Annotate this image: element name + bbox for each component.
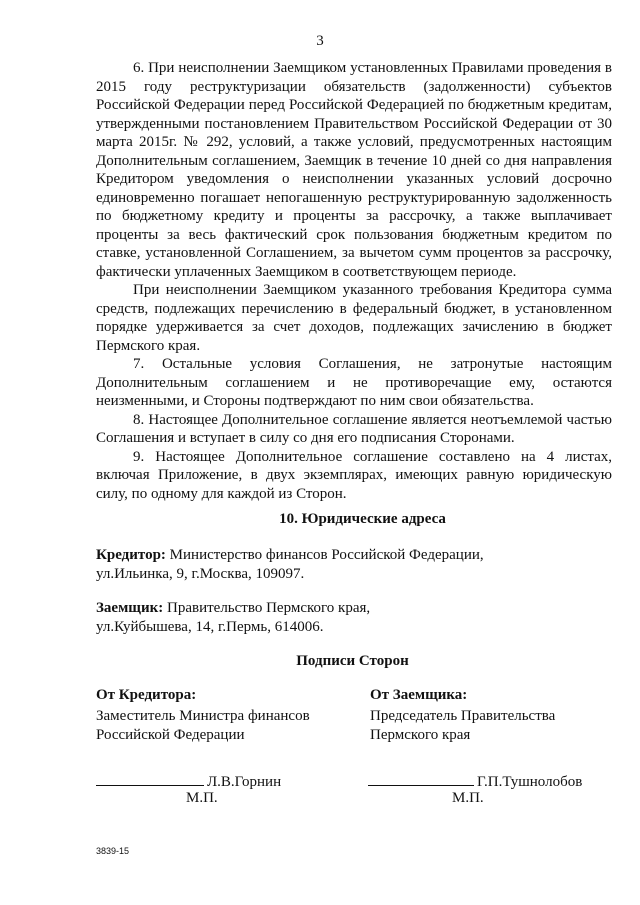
creditor-role-label: Кредитор: xyxy=(96,547,166,563)
borrower-party-label: От Заемщика: xyxy=(370,687,468,703)
paragraph-7: 7. Остальные условия Соглашения, не затронутые настоящим Дополнительным соглашением и не противоречащие ему, остаются неизменными, и Стороны подтверждают по ним свои обязательства. xyxy=(96,356,612,409)
borrower-position-line2: Пермского края xyxy=(370,727,471,743)
creditor-signer-name: Л.В.Горнин xyxy=(207,774,282,790)
paragraph-6: 6. При неисполнении Заемщиком установленных Правилами проведения в 2015 году реструктуризации обязательств (задолженности) субъектов Российской Федерации перед Российской Федерацией по бюджетным кредитам, утвержденными постановлением Правительством Российской Федерации от 30 марта 2015г. № 292, условий, а также условий, предусмотренных настоящим Дополнительным соглашением, Заемщик в течение 10 дней со дня направления Кредитором уведомления о неисполнении указанных условий досрочно единовременно погашает непогашенную реструктурированную задолженность по бюджетному кредиту и проценты за рассрочку, а также выплачивает проценты за весь фактический срок пользования бюджетным кредитом по ставке, установленной Соглашением, за вычетом сумм процентов за рассрочку, фактически уплаченных Заемщиком в соответствующем периоде. xyxy=(96,60,612,280)
borrower-signer-name: Г.П.Тушнолобов xyxy=(477,774,583,790)
page-number: 3 xyxy=(316,33,324,49)
creditor-signature-line xyxy=(96,772,281,791)
creditor-signature-block xyxy=(96,686,310,745)
creditor-party-label: От Кредитора: xyxy=(96,687,197,703)
borrower-position-line1: Председатель Правительства xyxy=(370,708,556,724)
borrower-role-label: Заемщик: xyxy=(96,600,164,616)
body-text xyxy=(96,59,612,503)
paragraph-6-continuation: При неисполнении Заемщиком указанного требования Кредитора сумма средств, подлежащих перечислению в федеральный бюджет, в установленном порядке удерживается за счет доходов, подлежащих зачислению в бюджет Пермского края. xyxy=(96,282,612,354)
signatures-heading: Подписи Сторон xyxy=(296,653,409,669)
borrower-name: Правительство Пермского края, xyxy=(167,600,371,616)
borrower-signature-block xyxy=(370,686,555,745)
creditor-seal-label: М.П. xyxy=(186,790,218,806)
creditor-name: Министерство финансов Российской Федерации, xyxy=(169,547,484,563)
borrower-signature-line xyxy=(368,772,582,791)
paragraph-9: 9. Настоящее Дополнительное соглашение составлено на 4 листах, включая Приложение, в двух экземплярах, имеющих равную юридическую силу, по одному для каждой из Сторон. xyxy=(96,448,612,502)
borrower-address-block xyxy=(96,599,596,637)
creditor-signature-blank xyxy=(96,772,204,786)
creditor-address-block xyxy=(96,546,596,584)
borrower-signature-blank xyxy=(368,772,474,786)
document-code: 3839-15 xyxy=(96,846,130,856)
creditor-position-line2: Российской Федерации xyxy=(96,727,245,743)
paragraph-8: 8. Настоящее Дополнительное соглашение является неотъемлемой частью Соглашения и вступает в силу со дня его подписания Сторонами. xyxy=(96,411,612,446)
borrower-address: ул.Куйбышева, 14, г.Пермь, 614006. xyxy=(96,619,324,635)
legal-addresses-heading: 10. Юридические адреса xyxy=(279,511,446,527)
borrower-seal-label: М.П. xyxy=(452,790,484,806)
creditor-address: ул.Ильинка, 9, г.Москва, 109097. xyxy=(96,566,305,582)
creditor-position-line1: Заместитель Министра финансов xyxy=(96,708,310,724)
